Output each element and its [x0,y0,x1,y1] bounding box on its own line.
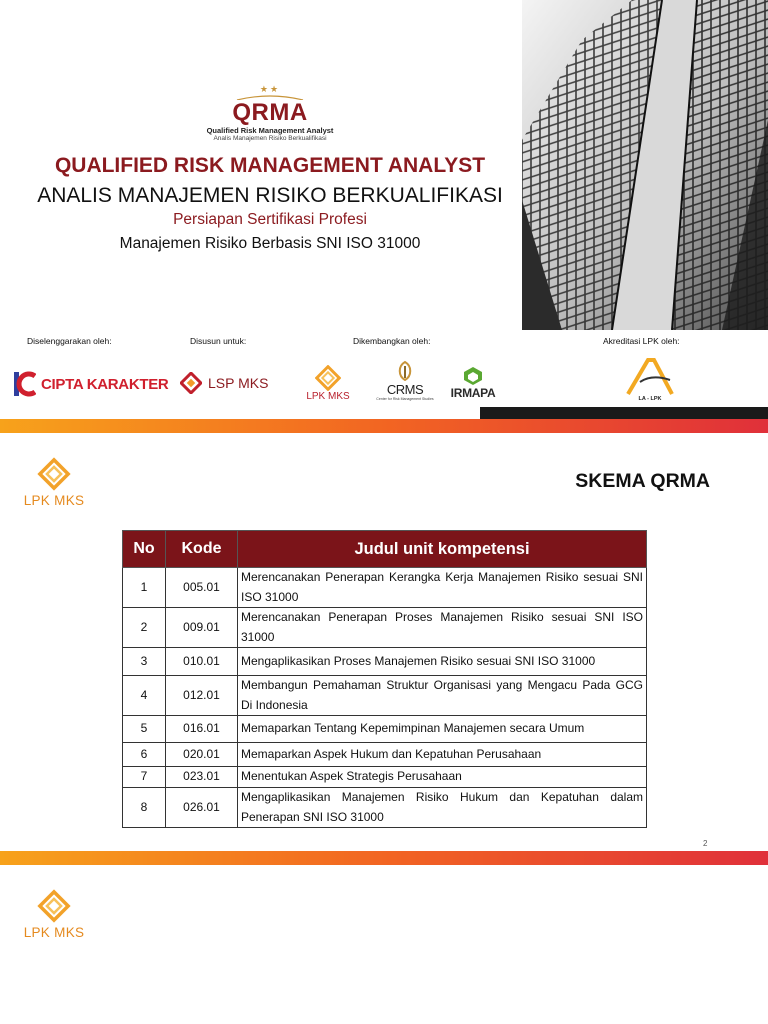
star-icon: ★★ [259,84,281,94]
cell-judul: Mengaplikasikan Manajemen Risiko Hukum dan Kepatuhan dalam Penerapan SNI ISO 31000 [238,788,647,828]
qrma-wordmark: QRMA [232,99,308,126]
gradient-stripe [0,851,768,865]
table-row [123,743,647,767]
cipta-karakter-logo [14,370,168,398]
cell-judul: Memaparkan Aspek Hukum dan Kepatuhan Perusahaan [238,743,647,767]
table-row [123,608,647,648]
column-header-kode: Kode [166,531,238,568]
slide-skema [0,433,768,851]
la-lpk-emblem-icon [622,356,678,396]
cell-judul: Mengaplikasikan Proses Manajemen Risiko sesuai SNI ISO 31000 [238,648,647,676]
column-header-judul: Judul unit kompetensi [238,531,647,568]
cell-no: 1 [123,568,166,608]
crms-logo [372,360,438,401]
lpk-diamond-icon [37,457,71,491]
table-row [123,648,647,676]
cell-no: 2 [123,608,166,648]
cipta-karakter-text: CIPTA KARAKTER [41,375,169,393]
qrma-logo [200,84,340,143]
table-row [123,716,647,743]
qrma-subtitle-en: Qualified Risk Management Analyst [206,126,334,135]
crms-text: CRMS [386,382,424,397]
table-row [123,788,647,828]
cell-kode: 026.01 [166,788,238,828]
table-row [123,767,647,788]
cell-kode: 020.01 [166,743,238,767]
lpk-mks-text: LPK MKS [23,493,85,508]
cell-kode: 005.01 [166,568,238,608]
subtitle-iso: Manajemen Risiko Berbasis SNI ISO 31000 [119,235,421,252]
lpk-mks-text: LPK MKS [23,925,85,940]
table-header-row [123,531,647,568]
cell-no: 3 [123,648,166,676]
lpk-mks-logo [22,889,86,940]
lpk-diamond-icon [315,365,341,391]
cell-kode: 023.01 [166,767,238,788]
page-number: 2 [703,839,708,848]
lsp-diamond-icon [180,372,202,394]
cell-judul: Menentukan Aspek Strategis Perusahaan [238,767,647,788]
cipta-mark-icon [14,371,36,397]
cell-kode: 009.01 [166,608,238,648]
lsp-mks-text: LSP MKS [208,375,269,391]
caption-prepared-for: Disusun untuk: [190,336,247,346]
cell-no: 6 [123,743,166,767]
crms-subtitle: Center for Risk Management Studies [376,397,434,401]
cell-judul: Membangun Pemahaman Struktur Organisasi yang Mengacu Pada GCG Di Indonesia [238,676,647,716]
lpk-mks-logo-small [302,365,354,402]
table-row [123,568,647,608]
cell-no: 8 [123,788,166,828]
lpk-mks-logo [22,457,86,508]
irmapa-text: IRMAPA [450,386,496,400]
cell-kode: 016.01 [166,716,238,743]
gradient-stripe [0,419,768,433]
cell-judul: Merencanakan Penerapan Kerangka Kerja Manajemen Risiko sesuai SNI ISO 31000 [238,568,647,608]
competency-table [122,530,646,828]
title-en: QUALIFIED RISK MANAGEMENT ANALYST [54,154,486,177]
cell-kode: 012.01 [166,676,238,716]
table-row [123,676,647,716]
crms-emblem-icon [390,360,420,382]
cell-no: 5 [123,716,166,743]
la-lpk-text: LA - LPK [638,396,662,402]
qrma-subtitle-id: Analis Manajemen Risiko Berkualifikasi [213,135,327,142]
dark-stripe [480,407,768,419]
caption-accredited-by: Akreditasi LPK oleh: [603,336,680,346]
cell-kode: 010.01 [166,648,238,676]
caption-developed-by: Dikembangkan oleh: [353,336,431,346]
cell-judul: Merencanakan Penerapan Proses Manajemen Risiko sesuai SNI ISO 31000 [238,608,647,648]
building-photo [522,0,768,330]
la-lpk-logo [620,356,680,402]
caption-organized-by: Diselenggarakan oleh: [27,336,112,346]
title-id: ANALIS MANAJEMEN RISIKO BERKUALIFIKASI [37,184,503,207]
subtitle-certification: Persiapan Sertifikasi Profesi [173,211,367,228]
cell-no: 7 [123,767,166,788]
lpk-mks-small-text: LPK MKS [306,391,350,402]
slide-next [0,865,768,1024]
irmapa-logo [446,366,500,400]
slide-cover [0,0,768,433]
lsp-mks-logo [180,372,268,394]
page-title: SKEMA QRMA [575,470,710,492]
cell-judul: Memaparkan Tentang Kepemimpinan Manajemen secara Umum [238,716,647,743]
cell-no: 4 [123,676,166,716]
column-header-no: No [123,531,166,568]
irmapa-icon [462,366,484,386]
lpk-diamond-icon [37,889,71,923]
